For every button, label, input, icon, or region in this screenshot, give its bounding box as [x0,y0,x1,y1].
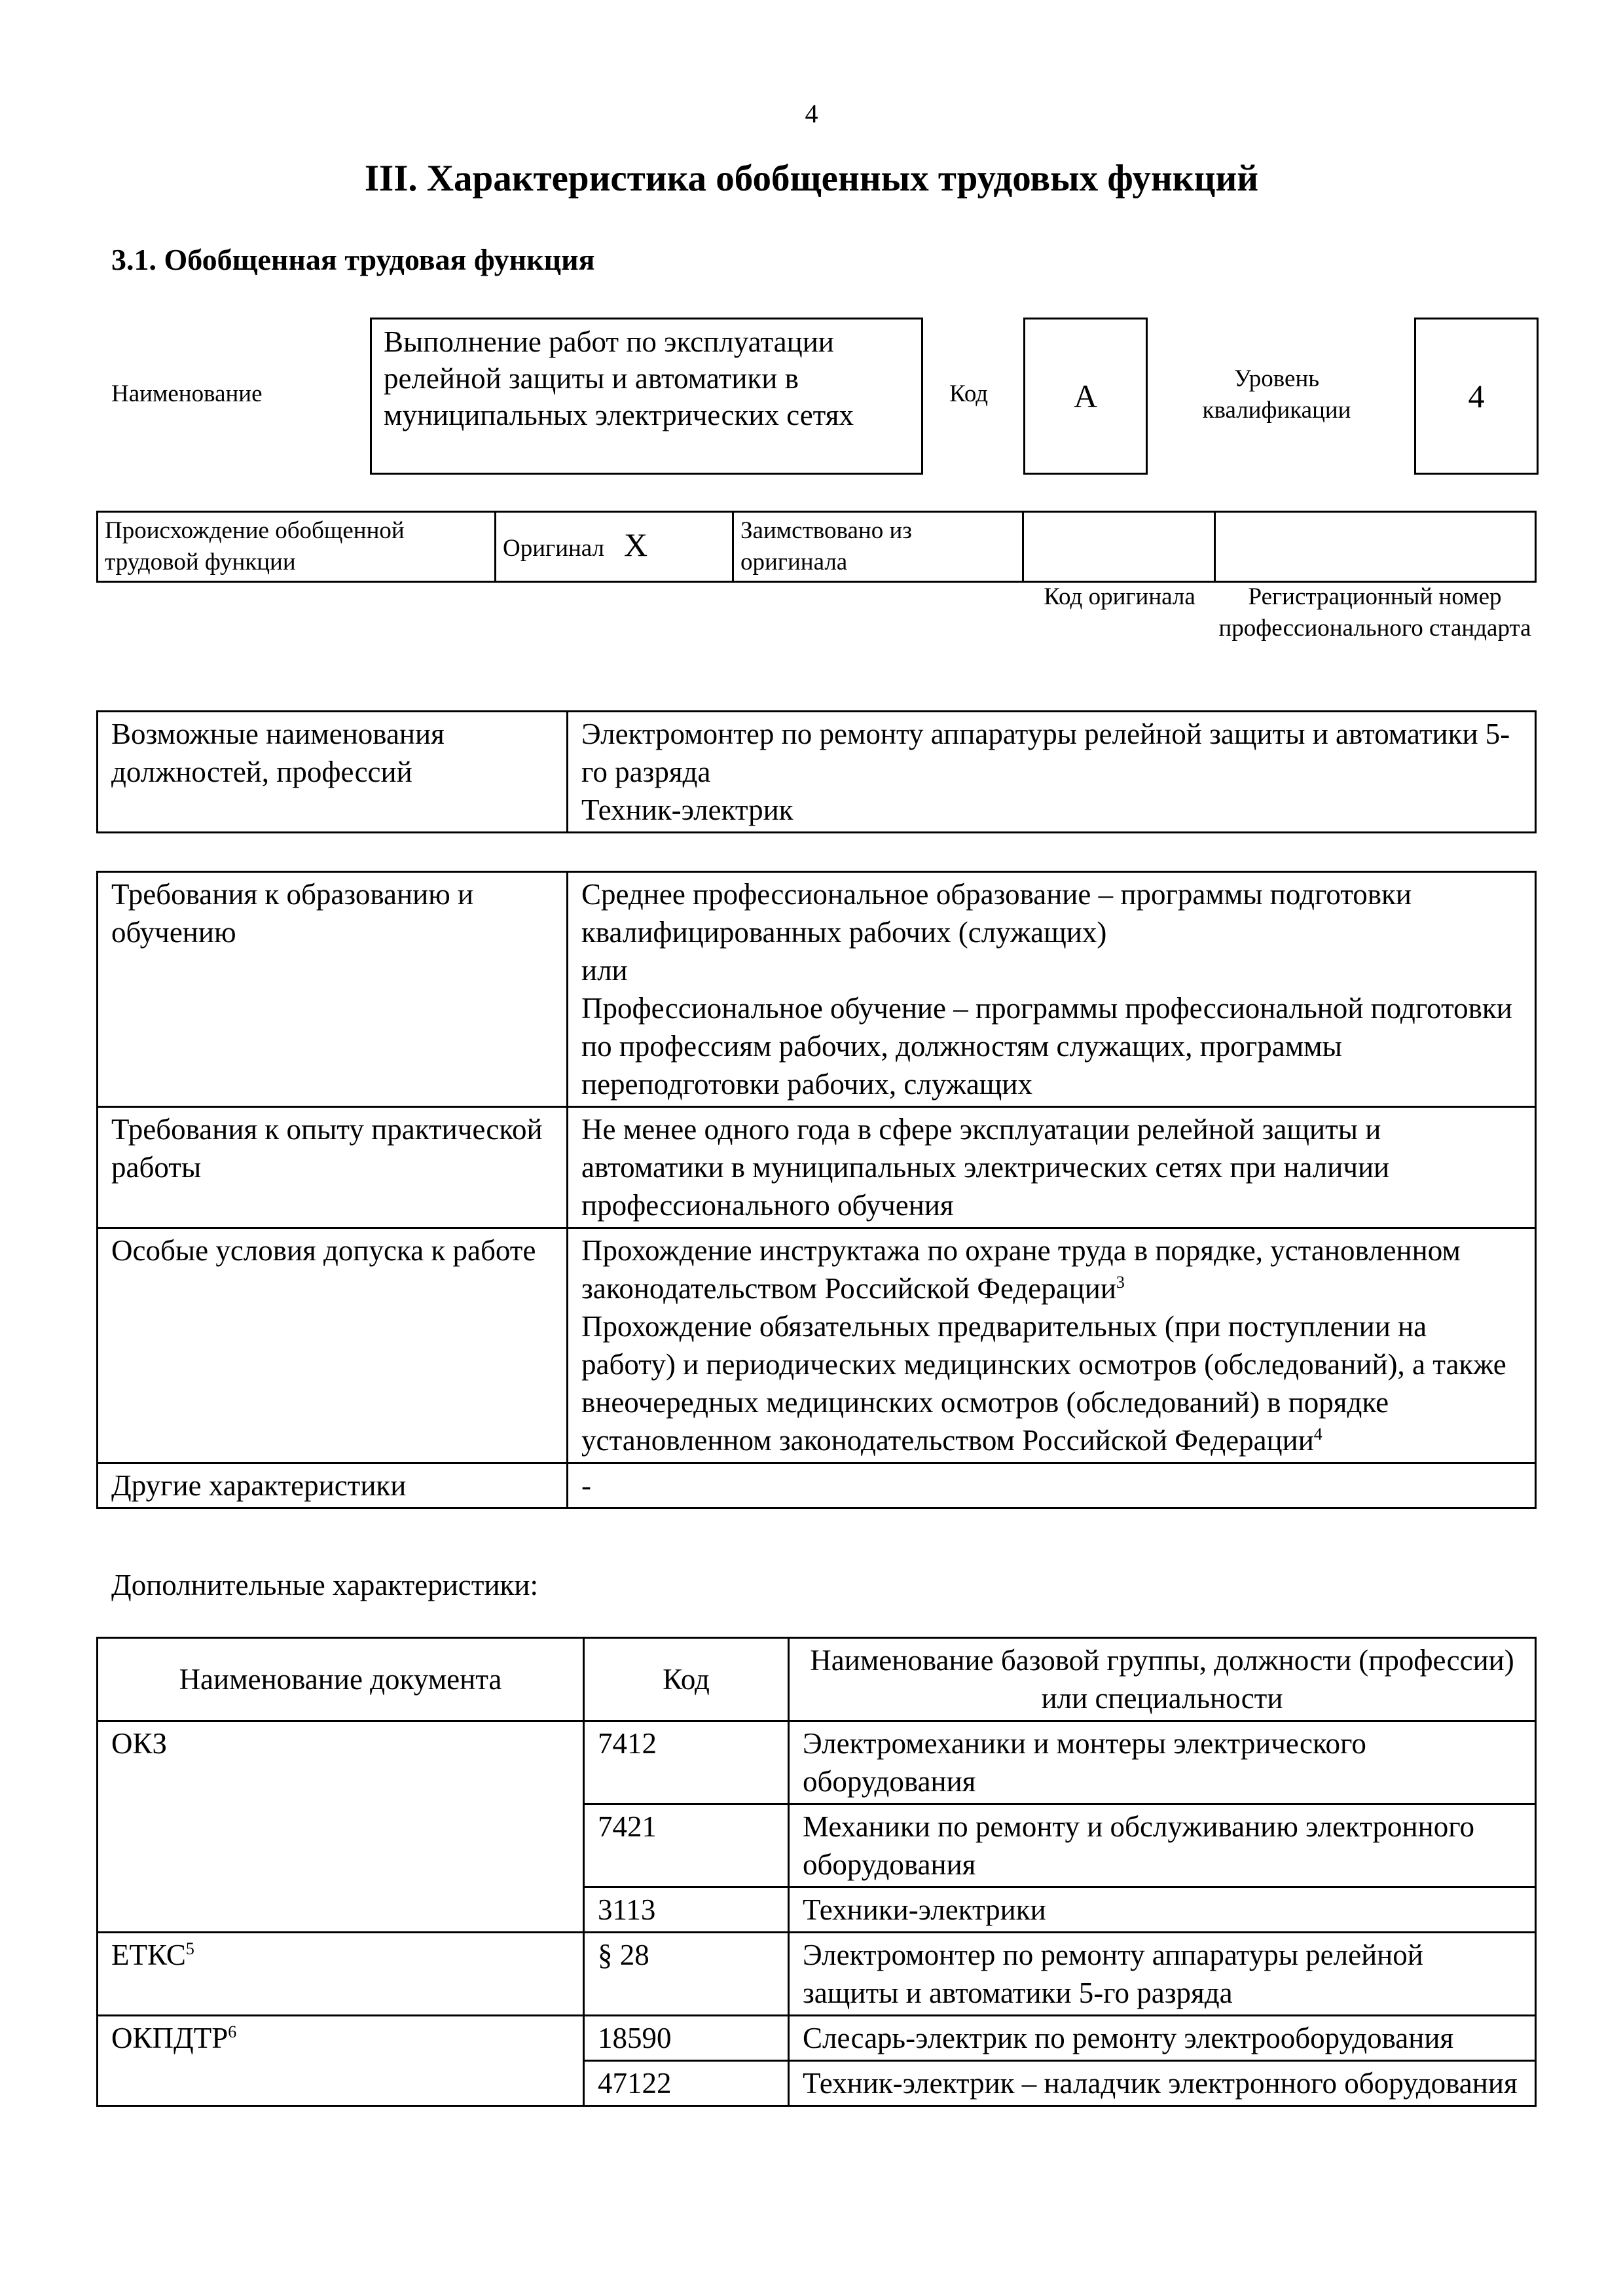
requirements-table [96,871,1537,1509]
group-name-cell: Электромеханики и монтеры электрического оборудования [789,1721,1536,1804]
original-mark: X [624,526,648,563]
group-name-cell: Электромонтер по ремонту аппаратуры релейной защиты и автоматики 5-го разряда [789,1933,1536,2016]
education-line: Среднее профессиональное образование – программы подготовки квалифицированных рабочих (служащих) [581,878,1412,949]
doc-etks-label: ЕТКС [111,1939,186,1971]
table-row [98,1804,1536,1887]
code-cell: 7412 [584,1721,789,1804]
doc-okpdtr-label: ОКПДТР [111,2022,228,2054]
education-values [568,872,1536,1107]
code-original-cell [1023,512,1215,582]
positions-table [96,710,1537,833]
table-row [98,1887,1536,1933]
section-title: III. Характеристика обобщенных трудовых функций [364,158,1259,199]
doc-empty-cell [98,1804,584,1887]
subsection-title: 3.1. Обобщенная трудовая функция [111,243,595,276]
table-row [98,1933,1536,2016]
group-name-cell: Слесарь-электрик по ремонту электрооборудования [789,2016,1536,2061]
page-number: 4 [805,99,818,128]
code-label: Код [949,380,989,407]
table-row [98,1228,1536,1463]
education-line: Профессиональное обучение – программы профессиональной подготовки по профессиям рабочих, должностям служащих, программы переподготовки рабочих, служащих [581,992,1512,1101]
col-header-document: Наименование документа [98,1638,584,1721]
special-conditions-label: Особые условия допуска к работе [98,1228,568,1463]
education-line: или [581,954,628,987]
table-row [98,1107,1536,1228]
code-cell: 18590 [584,2016,789,2061]
doc-okz: ОКЗ [98,1721,584,1804]
special-condition-line [581,1307,1522,1459]
footnote-ref: 4 [1313,1425,1322,1444]
origin-label: Происхождение обобщенной трудовой функции [98,512,496,582]
group-name-cell: Техник-электрик – наладчик электронного оборудования [789,2061,1536,2106]
doc-empty-cell [98,1887,584,1933]
code-cell: § 28 [584,1933,789,2016]
positions-values [568,712,1536,833]
borrowed-label: Заимствовано из оригинала [733,512,1023,582]
other-characteristics-label: Другие характеристики [98,1463,568,1508]
extra-characteristics-table [96,1637,1537,2107]
footnote-ref: 5 [185,1939,194,1958]
table-row [98,1463,1536,1508]
education-label: Требования к образованию и обучению [98,872,568,1107]
positions-label: Возможные наименования должностей, профессий [98,712,568,833]
doc-okpdtr [98,2016,584,2061]
other-characteristics-value: - [568,1463,1536,1508]
doc-etks [98,1933,584,2016]
table-row [98,872,1536,1107]
qualification-level-label: Уровень квалификации [1202,365,1351,424]
col-header-code: Код [584,1638,789,1721]
table-header-row [98,1638,1536,1721]
special-condition-text: Прохождение инструктажа по охране труда в порядке, установленном законодательством Российской Федерации [581,1234,1461,1305]
original-label: Оригинал [503,535,605,562]
name-label: Наименование [111,380,263,407]
group-name-cell: Техники-электрики [789,1887,1536,1933]
experience-label: Требования к опыту практической работы [98,1107,568,1228]
col-header-group: Наименование базовой группы, должности (профессии) или специальности [789,1638,1536,1721]
origin-original-cell [496,512,733,582]
code-box: А [1023,318,1148,475]
table-row [98,2016,1536,2061]
group-name-cell: Механики по ремонту и обслуживанию электронного оборудования [789,1804,1536,1887]
reg-number-label: Регистрационный номер профессионального стандарта [1218,583,1531,642]
extra-characteristics-label: Дополнительные характеристики: [111,1569,538,1601]
table-row [98,1721,1536,1804]
footnote-ref: 6 [228,2022,237,2041]
reg-number-cell [1215,512,1536,582]
function-name-box: Выполнение работ по эксплуатации релейной защиты и автоматики в муниципальных электрических сетях [370,318,923,475]
special-conditions-values [568,1228,1536,1463]
table-row [98,2061,1536,2106]
special-condition-line [581,1231,1522,1307]
footnote-ref: 3 [1116,1273,1125,1292]
special-condition-text: Прохождение обязательных предварительных (при поступлении на работу) и периодических медицинских осмотров (обследований), а также внеочередных медицинских осмотров (обследований) в порядке установленном законодательством Российской Федерации [581,1310,1506,1457]
position-item: Электромонтер по ремонту аппаратуры релейной защиты и автоматики 5-го разряда [581,718,1510,788]
position-item: Техник-электрик [581,793,793,826]
qualification-level-box: 4 [1414,318,1539,475]
code-cell: 47122 [584,2061,789,2106]
code-cell: 3113 [584,1887,789,1933]
experience-value: Не менее одного года в сфере эксплуатации релейной защиты и автоматики в муниципальных электрических сетях при наличии профессионального обучения [568,1107,1536,1228]
code-cell: 7421 [584,1804,789,1887]
doc-empty-cell [98,2061,584,2106]
code-original-label: Код оригинала [1044,583,1195,610]
origin-table [96,511,1537,583]
